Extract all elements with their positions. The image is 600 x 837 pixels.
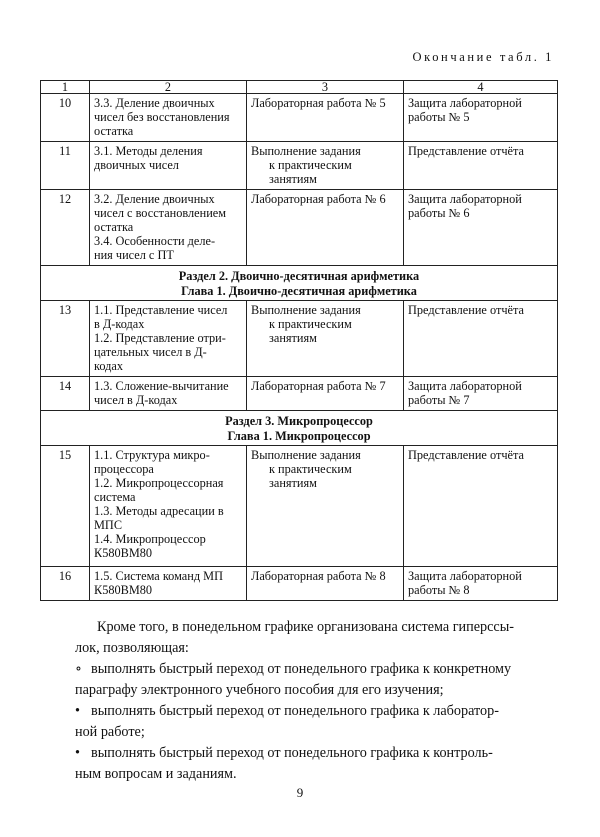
task-line: Лабораторная работа № 7 <box>251 379 386 393</box>
control-line: Защита лабораторной <box>408 379 522 393</box>
task-line: к практическим занятиям <box>269 317 352 345</box>
task-line: Выполнение задания <box>251 144 361 158</box>
control-line: работы № 5 <box>408 110 470 124</box>
topic-line: чисел без восстановления <box>94 110 230 124</box>
week-number: 15 <box>41 446 90 567</box>
section-row <box>41 411 558 446</box>
header-cell: 3 <box>247 81 404 94</box>
task-line: Выполнение задания <box>251 303 361 317</box>
list-item-text: ным вопросам и заданиям. <box>75 766 237 782</box>
topic-line: 3.2. Деление двоичных <box>94 192 215 206</box>
week-number: 16 <box>41 567 90 601</box>
topic-line: К580ВМ80 <box>94 546 153 560</box>
list-item <box>75 743 554 764</box>
body-paragraph-cont <box>75 638 554 659</box>
topic-cell <box>90 446 247 567</box>
control-line: Защита лабораторной <box>408 96 522 110</box>
task-cell <box>247 446 404 567</box>
control-cell <box>404 190 558 266</box>
control-cell <box>404 142 558 190</box>
topic-line: остатка <box>94 124 134 138</box>
topic-line: 3.1. Методы деления <box>94 144 203 158</box>
list-item-text: параграфу электронного учебного пособия для его изучения; <box>75 682 444 698</box>
task-cell <box>247 301 404 377</box>
topic-line: цательных чисел в Д- <box>94 345 207 359</box>
control-cell <box>404 567 558 601</box>
topic-line: 1.5. Система команд МП <box>94 569 223 583</box>
topic-line: 1.3. Сложение-вычитание <box>94 379 229 393</box>
paragraph-line: лок, позволяющая: <box>75 640 189 656</box>
section-row <box>41 266 558 301</box>
header-cell: 4 <box>404 81 558 94</box>
topic-cell <box>90 190 247 266</box>
task-line: к практическим занятиям <box>269 462 352 490</box>
topic-line: 1.4. Микропроцессор <box>94 532 206 546</box>
topic-cell <box>90 301 247 377</box>
topic-line: 3.3. Деление двоичных <box>94 96 215 110</box>
chapter-title: Глава 1. Двоично-десятичная арифметика <box>181 284 417 298</box>
week-number: 10 <box>41 94 90 142</box>
week-number: 11 <box>41 142 90 190</box>
topic-cell <box>90 94 247 142</box>
task-cell <box>247 142 404 190</box>
control-line: работы № 6 <box>408 206 470 220</box>
control-line: Защита лабораторной <box>408 569 522 583</box>
list-item <box>75 659 554 680</box>
bullet-icon: • <box>75 703 80 719</box>
list-item-text: выполнять быстрый переход от понедельного графика к конкретному <box>91 661 512 677</box>
bullet-icon: • <box>75 745 80 761</box>
list-item-cont <box>75 722 554 743</box>
topic-line: чисел с восстановлением <box>94 206 227 220</box>
topic-line: ния чисел с ПТ <box>94 248 174 262</box>
chapter-title: Глава 1. Микропроцессор <box>227 429 371 443</box>
task-line: Лабораторная работа № 6 <box>251 192 386 206</box>
table-row <box>41 301 558 377</box>
topic-line: в Д-кодах <box>94 317 145 331</box>
bullet-icon: ∘ <box>75 661 82 677</box>
topic-line: МПС <box>94 518 123 532</box>
list-item-text: ной работе; <box>75 724 145 740</box>
topic-line: 1.1. Представление чисел <box>94 303 228 317</box>
topic-line: чисел в Д-кодах <box>94 393 178 407</box>
list-item-cont <box>75 680 554 701</box>
task-cell <box>247 567 404 601</box>
task-line: Выполнение задания <box>251 448 361 462</box>
topic-line: система <box>94 490 136 504</box>
topic-line: К580ВМ80 <box>94 583 153 597</box>
task-line: к практическим занятиям <box>269 158 352 186</box>
control-cell <box>404 377 558 411</box>
list-item-text: выполнять быстрый переход от понедельного графика к лаборатор- <box>91 703 499 719</box>
section-title: Раздел 2. Двоично-десятичная арифметика <box>178 269 420 283</box>
table-caption: Окончание табл. 1 <box>412 50 554 64</box>
topic-line: 1.1. Структура микро- <box>94 448 210 462</box>
table-row <box>41 446 558 567</box>
header-cell: 2 <box>90 81 247 94</box>
control-line: работы № 8 <box>408 583 470 597</box>
topic-cell <box>90 377 247 411</box>
topic-line: 1.3. Методы адресации в <box>94 504 224 518</box>
section-heading <box>41 411 558 446</box>
list-item <box>75 701 554 722</box>
week-number: 14 <box>41 377 90 411</box>
control-line: работы № 7 <box>408 393 470 407</box>
topic-line: кодах <box>94 359 124 373</box>
body-paragraph <box>75 617 554 638</box>
control-cell <box>404 94 558 142</box>
control-line: Представление отчёта <box>408 448 524 462</box>
table-row <box>41 190 558 266</box>
week-number: 12 <box>41 190 90 266</box>
paragraph-line: Кроме того, в понедельном графике организована система гиперссы- <box>97 619 514 635</box>
section-title: Раздел 3. Микропроцессор <box>225 414 373 428</box>
list-item-cont <box>75 764 554 785</box>
topic-cell <box>90 142 247 190</box>
topic-line: 1.2. Представление отри- <box>94 331 226 345</box>
table-row <box>41 94 558 142</box>
control-line: Представление отчёта <box>408 144 524 158</box>
task-line: Лабораторная работа № 8 <box>251 569 386 583</box>
topic-line: двоичных чисел <box>94 158 179 172</box>
topic-cell <box>90 567 247 601</box>
topic-line: 1.2. Микропроцессорная <box>94 476 224 490</box>
table-header-row <box>41 81 558 94</box>
task-cell <box>247 94 404 142</box>
control-cell <box>404 301 558 377</box>
schedule-table <box>40 80 558 601</box>
task-line: Лабораторная работа № 5 <box>251 96 386 110</box>
task-cell <box>247 190 404 266</box>
control-line: Защита лабораторной <box>408 192 522 206</box>
task-cell <box>247 377 404 411</box>
table-row <box>41 567 558 601</box>
topic-line: процессора <box>94 462 154 476</box>
control-line: Представление отчёта <box>408 303 524 317</box>
section-heading <box>41 266 558 301</box>
page-number: 9 <box>296 785 304 800</box>
list-item-text: выполнять быстрый переход от понедельного графика к контроль- <box>91 745 493 761</box>
week-number: 13 <box>41 301 90 377</box>
topic-line: остатка <box>94 220 134 234</box>
header-cell: 1 <box>41 81 90 94</box>
topic-line: 3.4. Особенности деле- <box>94 234 216 248</box>
table-row <box>41 377 558 411</box>
control-cell <box>404 446 558 567</box>
table-row <box>41 142 558 190</box>
